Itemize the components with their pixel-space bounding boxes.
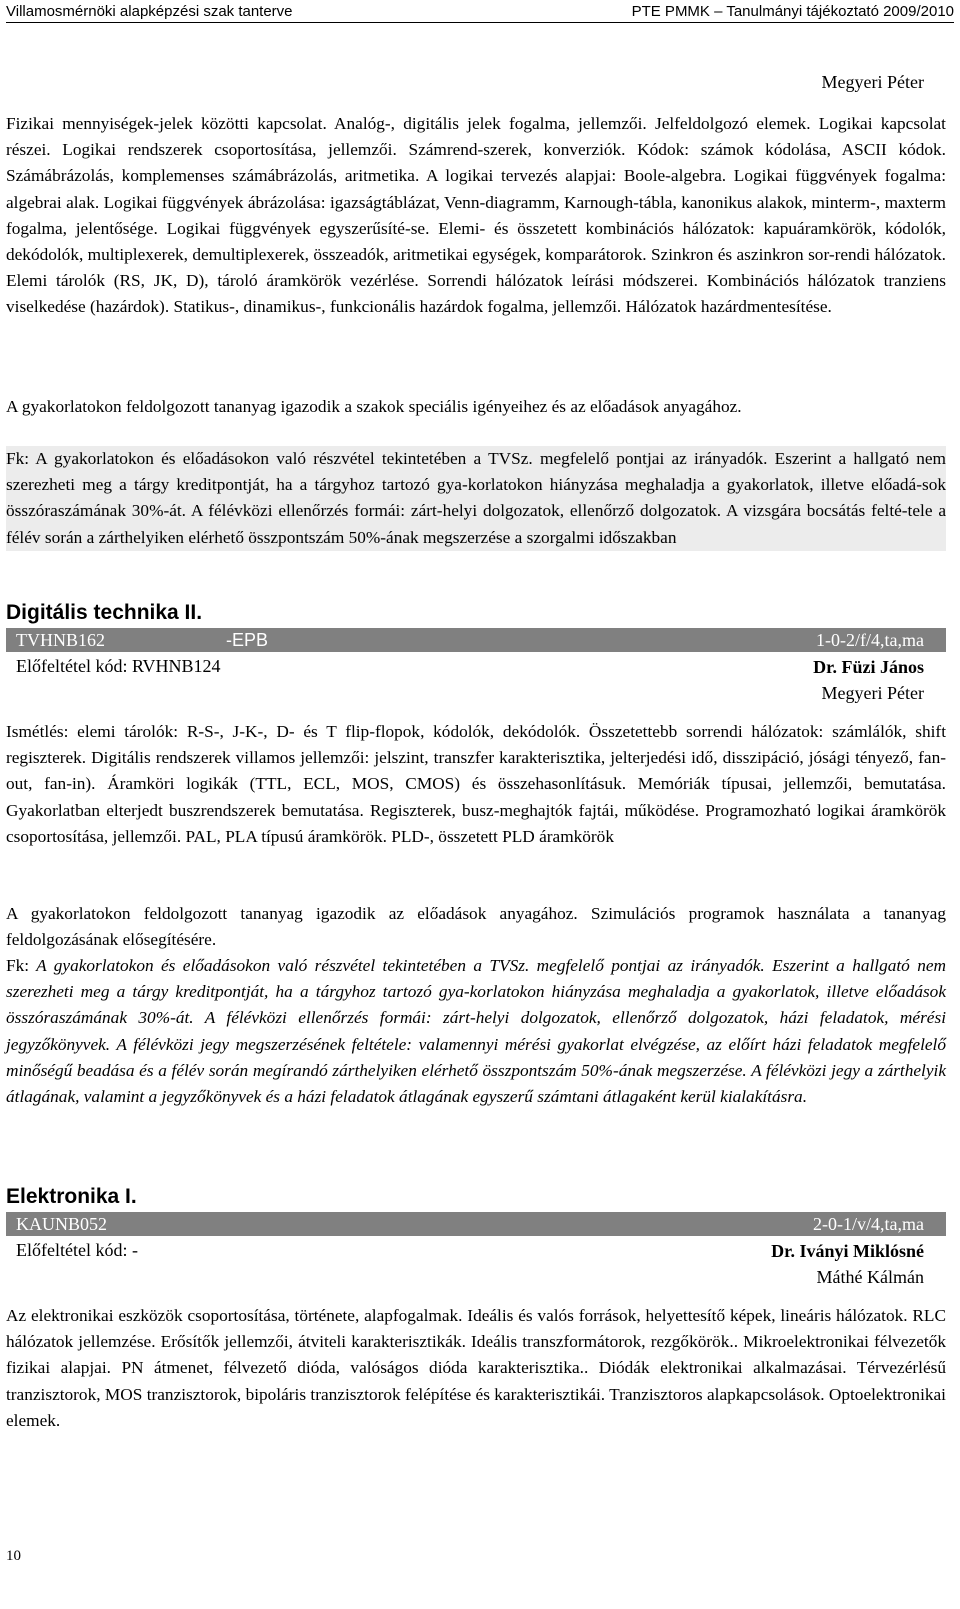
course-code: KAUNB052	[16, 1214, 108, 1234]
course-instructor: Megyeri Péter	[821, 683, 924, 703]
course-professor: Dr. Füzi János	[813, 657, 924, 677]
course2-description: Ismétlés: elemi tárolók: R-S-, J-K-, D- és T flip-flopok, kódolók, dekódolók. Összetettebb sorrendi hálózatok: számlálók, shift regiszterek. Digitális rendszerek villamos jellemzői: jelszint, transzfer karakterisztika, jelterjedési idő, disszipáció, jósági tényező, fan-out, fan-in). Áramköri logikák (TTL, ECL, MOS, CMOS) és összehasonlításuk. Memóriák típusai, jellemzői, bemutatása. Gyakorlatban elterjedt buszrendszerek bemutatása. Regiszterek, busz-meghajtók fajtái, működése. Programozható logikai áramkörök csoportosítása, jellemzői. PAL, PLA típusú áramkörök. PLD-, összetett PLD áramkörök	[6, 722, 946, 846]
page-header	[6, 0, 954, 23]
section1-description: Fizikai mennyiségek-jelek közötti kapcsolat. Analóg-, digitális jelek fogalma, jellemzői. Jelfeldolgozó elemek. Logikai kapcsolat részei. Logikai rendszerek csoportosítása, jellemzői. Számrend-szerek, konverziók. Kódok: számok kódolása, ASCII kódok. Számábrázolás, komplemenses számábrázolás, aritmetika. A logikai tervezés alapjai: Boole-algebra. Logikai függvények fogalma: algebrai alak. Logikai függvények ábrázolása: igazságtáblázat, Venn-diagramm, Karnough-tábla, kanonikus alakok, minterm-, maxterm fogalma, jelentősége. Logikai függvények egyszerűsíté-se. Elemi- és összetett kombinációs hálózatok: kapuáramkörök, kódolók, dekódolók, multiplexerek, demultiplexerek, összeadók, aritmetikai egységek, komparátorok. Szinkron és aszinkron sor-rendi hálózatok. Elemi tárolók (RS, JK, D), tároló áramkörök vezérlése. Sorrendi hálózatok leírási módszerei. Kombinációs hálózatok tranziens viselkedése (hazárdok). Statikus-, dinamikus-, funkcionális hazárdok fogalma, jellemzői. Hálózatok hazárdmentesítése.	[6, 114, 946, 317]
course-instructor: Máthé Kálmán	[816, 1267, 924, 1287]
course-prerequisite: Előfeltétel kód: -	[16, 1240, 138, 1260]
course-credits: 2-0-1/v/4,ta,ma	[813, 1214, 924, 1234]
section1-instructor: Megyeri Péter	[821, 72, 924, 92]
course3-description: Az elektronikai eszközök csoportosítása, története, alapfogalmak. Ideális és valós források, helyettesítő képek, lineáris hálózatok. RLC hálózatok jellemzése. Erősítők jellemzői, átviteli karakterisztikák. Ideális transzformátorok, rezgőkörök.. Mikroelektronikai félvezetők fizikai alapjai. PN átmenet, félvezető dióda, valóságos dióda karakterisztika.. Diódák elektronikai alkalmazásai. Térvezérlésű tranzisztorok, MOS tranzisztorok, bipoláris tranzisztorok felépítése és karakterisztikái. Tranzisztoros alapkapcsolások. Optoelektronikai elemek.	[6, 1306, 946, 1430]
course-title-elektronika-1: Elektronika I.	[6, 1185, 137, 1208]
course2-practice: A gyakorlatokon feldolgozott tananyag igazodik az előadások anyagához. Szimulációs programok használata a tananyag feldolgozásának elősegítésére.	[6, 904, 946, 950]
course-code-bar	[6, 1212, 946, 1236]
header-left-title: Villamosmérnöki alapképzési szak tanterve	[6, 2, 293, 20]
course2-requirements	[6, 953, 946, 1110]
course-code: TVHNB162	[16, 630, 105, 650]
requirements-prefix: Fk:	[6, 956, 30, 975]
course-prerequisite: Előfeltétel kód: RVHNB124	[16, 656, 221, 676]
course-credits: 1-0-2/f/4,ta,ma	[816, 630, 924, 650]
course-professor: Dr. Iványi Miklósné	[771, 1241, 924, 1261]
page-number: 10	[6, 1548, 21, 1564]
header-right-title: PTE PMMK – Tanulmányi tájékoztató 2009/2010	[631, 2, 954, 20]
section1-practice: A gyakorlatokon feldolgozott tananyag igazodik a szakok speciális igényeihez és az előadások anyagához.	[6, 397, 742, 416]
section1-requirements: Fk: A gyakorlatokon és előadásokon való részvétel tekintetében a TVSz. megfelelő pontjai az irányadók. Eszerint a hallgató nem szerezheti meg a tárgy kreditpontját, ha a tárgyhoz tartozó gya-korlatokon hiányzása meghaladja a gyakorlatok, illetve előadá-sok összóraszámának 30%-át. A félévközi ellenőrzés formái: zárt-helyi dolgozatok, ellenőrző dolgozatok. A vizsgára bocsátás felté-tele a félév során a zárthelyiken elérhető összpontszám 50%-ának megszerzése a szorgalmi időszakban	[6, 446, 946, 551]
course-tag: -EPB	[226, 630, 269, 650]
course-title-digitalis-technika-2: Digitális technika II.	[6, 601, 203, 624]
course-code-bar	[6, 628, 946, 652]
requirements-text: A gyakorlatokon és előadásokon való részvétel tekintetében a TVSz. megfelelő pontjai az irányadók. Eszerint a hallgató nem szerezheti meg a tárgy kreditpontját, ha a tárgyhoz tartozó gya-korlatokon hiányzása meghaladja a gyakorlatok, illetve előadások összóraszámának 30%-át. A félévközi ellenőrzés formái: zárt-helyi dolgozatok, ellenőrző dolgozatok, házi feladatok, mérési jegyzőkönyvek. A félévközi jegy megszerzésének feltétele: valamennyi mérési gyakorlat elvégzése, az előírt házi feladatok megfelelő minőségű beadása és a félév során megírandó zárthelyiken elérhető összpontszám 50%-ának megszerzése. A félévközi jegy a zárthelyik átlagának, valamint a jegyzőkönyvek és a házi feladatok átlagának egyszerű számtani átlagaként kerül kialakításra.	[6, 956, 946, 1107]
